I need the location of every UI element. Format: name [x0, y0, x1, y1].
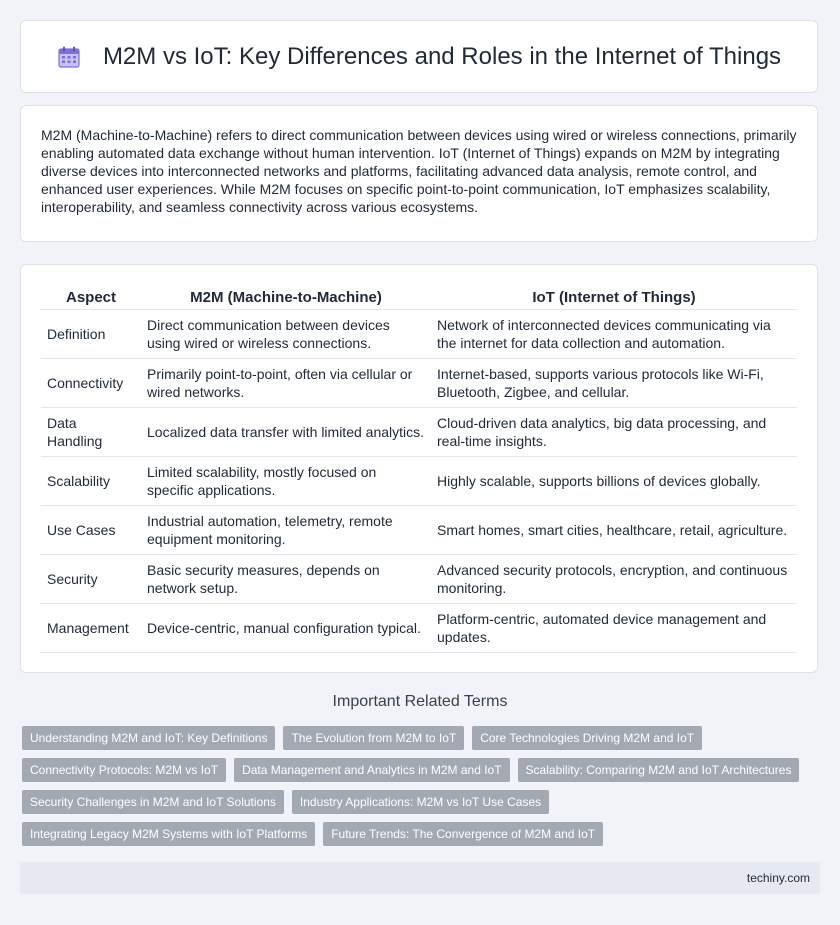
intro-paragraph: M2M (Machine-to-Machine) refers to direct communication between devices using wired or wireless connections, primarily enabling automated data exchange without human intervention. IoT (Internet of Things) expands on M2M by integrating diverse devices into interconnected networks and platforms, facilitating advanced data analysis, remote control, and enhanced user experiences. While M2M focuses on specific point-to-point communication, IoT emphasizes scalability, interoperability, and seamless connectivity across various ecosystems.: [41, 127, 797, 215]
tag-row: [22, 726, 822, 750]
tag-row: [22, 758, 822, 782]
title-card: [20, 20, 818, 93]
aspect-cell: Data Handling: [41, 408, 141, 457]
related-terms-title: Important Related Terms: [332, 693, 508, 710]
aspect-cell: Security: [41, 555, 141, 604]
aspect-cell: Scalability: [41, 457, 141, 506]
iot-cell: Internet-based, supports various protocols like Wi-Fi, Bluetooth, Zigbee, and cellular.: [431, 359, 797, 408]
table-row: [41, 310, 797, 359]
m2m-cell: Direct communication between devices using wired or wireless connections.: [141, 310, 431, 359]
column-header: M2M (Machine-to-Machine): [190, 288, 382, 306]
calendar-icon: [57, 45, 81, 69]
page-title: [57, 43, 781, 71]
m2m-cell: Limited scalability, mostly focused on specific applications.: [141, 457, 431, 506]
related-term-tag[interactable]: Connectivity Protocols: M2M vs IoT: [22, 758, 226, 782]
related-term-tag[interactable]: Security Challenges in M2M and IoT Solutions: [22, 790, 284, 814]
iot-cell: Network of interconnected devices communicating via the internet for data collection and automation.: [431, 310, 797, 359]
tag-row: [22, 790, 822, 814]
iot-cell: Highly scalable, supports billions of devices globally.: [431, 457, 797, 506]
aspect-cell: Connectivity: [41, 359, 141, 408]
column-header: Aspect: [65, 288, 117, 306]
footer-brand: techiny.com: [746, 871, 810, 885]
footer: [20, 862, 820, 894]
aspect-cell: Definition: [41, 310, 141, 359]
table-row: [41, 457, 797, 506]
related-term-tag[interactable]: Integrating Legacy M2M Systems with IoT Platforms: [22, 822, 315, 846]
related-term-tag[interactable]: Scalability: Comparing M2M and IoT Architectures: [518, 758, 800, 782]
table-row: [41, 408, 797, 457]
aspect-cell: Use Cases: [41, 506, 141, 555]
related-term-tag[interactable]: Data Management and Analytics in M2M and IoT: [234, 758, 509, 782]
related-term-tag[interactable]: The Evolution from M2M to IoT: [283, 726, 464, 750]
table-row: [41, 359, 797, 408]
intro-card: [20, 105, 818, 242]
table-header-row: [41, 285, 797, 310]
comparison-table: [41, 285, 797, 653]
iot-cell: Advanced security protocols, encryption, and continuous monitoring.: [431, 555, 797, 604]
related-terms-tags: [22, 726, 822, 854]
related-term-tag[interactable]: Industry Applications: M2M vs IoT Use Cases: [292, 790, 549, 814]
table-row: [41, 506, 797, 555]
aspect-cell: Management: [41, 604, 141, 653]
m2m-cell: Primarily point-to-point, often via cellular or wired networks.: [141, 359, 431, 408]
m2m-cell: Basic security measures, depends on network setup.: [141, 555, 431, 604]
m2m-cell: Localized data transfer with limited analytics.: [141, 408, 431, 457]
comparison-card: [20, 264, 818, 673]
iot-cell: Smart homes, smart cities, healthcare, retail, agriculture.: [431, 506, 797, 555]
related-term-tag[interactable]: Understanding M2M and IoT: Key Definitions: [22, 726, 275, 750]
table-row: [41, 604, 797, 653]
related-term-tag[interactable]: Future Trends: The Convergence of M2M and IoT: [323, 822, 603, 846]
iot-cell: Cloud-driven data analytics, big data processing, and real-time insights.: [431, 408, 797, 457]
iot-cell: Platform-centric, automated device management and updates.: [431, 604, 797, 653]
m2m-cell: Industrial automation, telemetry, remote equipment monitoring.: [141, 506, 431, 555]
table-row: [41, 555, 797, 604]
tag-row: [22, 822, 822, 846]
m2m-cell: Device-centric, manual configuration typical.: [141, 604, 431, 653]
related-term-tag[interactable]: Core Technologies Driving M2M and IoT: [472, 726, 702, 750]
page-title-text: M2M vs IoT: Key Differences and Roles in the Internet of Things: [102, 42, 782, 70]
column-header: IoT (Internet of Things): [532, 288, 696, 306]
